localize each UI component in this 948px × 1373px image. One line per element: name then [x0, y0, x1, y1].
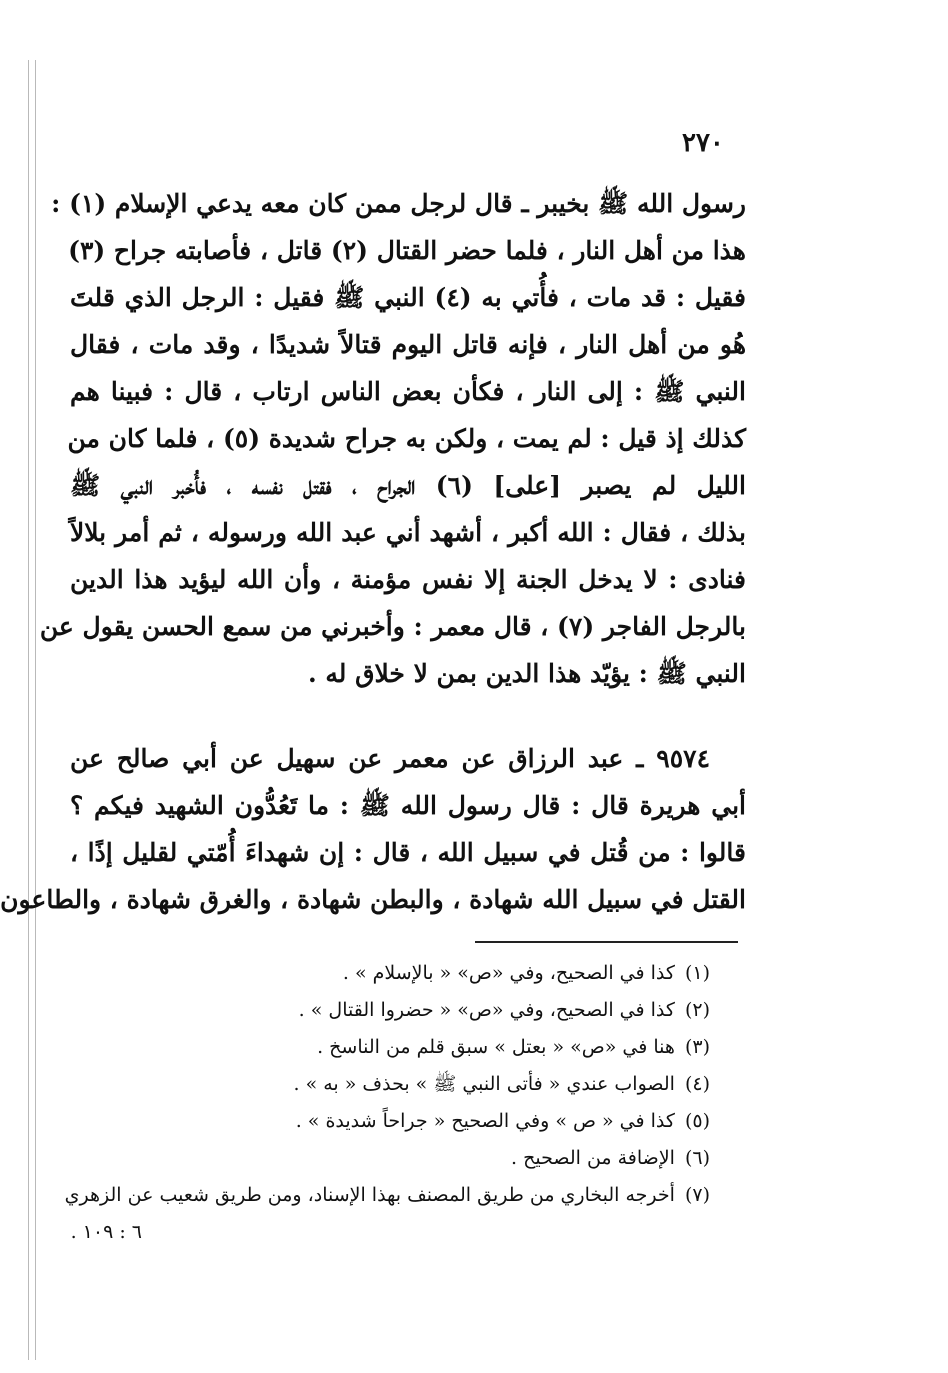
- footnote-text: الصواب عندي « فأتى النبي ﷺ » بحذف « به » .: [293, 1073, 675, 1095]
- text-line: الليل لم يصبر [على] (٦) الجراح ، فقتل نفسه ، فأُخبر النبي ﷺ: [70, 471, 746, 500]
- text-line: بالرجل الفاجر (٧) ، قال معمر : وأخبرني من سمع الحسن يقول عن: [39, 612, 746, 641]
- footnote-text: هنا في «ص» « بعتل » سبق قلم من الناسخ .: [317, 1036, 675, 1058]
- hadith-line: القتل في سبيل الله شهادة ، والبطن شهادة ، والغرق شهادة ، والطاعون: [0, 885, 746, 914]
- footnote: [64, 1177, 710, 1214]
- hadith-line: قالوا : من قُتل في سبيل الله ، قال : إن شهداءَ أُمّتي لقليل إذًا ،: [70, 838, 746, 867]
- footnote: [70, 1140, 710, 1177]
- footnote-number: (٤): [684, 1073, 710, 1095]
- footnote-text: كذا في « ص » وفي الصحيح « جراحاً شديدة » .: [295, 1110, 675, 1132]
- footnote-number: (٦): [684, 1147, 710, 1169]
- main-text: [39, 180, 746, 697]
- footnotes: [64, 955, 710, 1251]
- footnote-text: الإضافة من الصحيح .: [511, 1147, 675, 1169]
- footnote-text: أخرجه البخاري من طريق المصنف بهذا الإسناد، ومن طريق شعيب عن الزهري: [64, 1184, 675, 1206]
- scan-edge-line: [35, 60, 36, 1360]
- hadith-entry: [0, 735, 746, 923]
- footnote-text: كذا في الصحيح، وفي «ص» « حضروا القتال » .: [298, 999, 675, 1021]
- footnote-number: (٥): [684, 1110, 710, 1132]
- footnote-text: كذا في الصحيح، وفي «ص» « بالإسلام » .: [342, 962, 675, 984]
- text-line: هذا من أهل النار ، فلما حضر القتال (٢) قاتل ، فأصابته جراح (٣): [68, 236, 746, 265]
- footnote: [70, 1103, 710, 1140]
- footnote-divider: [475, 941, 738, 943]
- footnote-continuation: ٦ : ١٠٩ .: [70, 1221, 142, 1243]
- text-line: فقيل : قد مات ، فأُتي به (٤) النبي ﷺ فقيل : الرجل الذي قلتَ: [70, 283, 746, 312]
- footnote-number: (٧): [684, 1184, 710, 1206]
- text-line: فنادى : لا يدخل الجنة إلا نفس مؤمنة ، وأن الله ليؤيد هذا الدين: [70, 565, 746, 594]
- text-line: هُو من أهل النار ، فإنه قاتل اليوم قتالاً شديدًا ، وقد مات ، فقال: [70, 330, 746, 359]
- text-line: كذلك إذ قيل : لم يمت ، ولكن به جراح شديدة (٥) ، فلما كان من: [67, 424, 746, 453]
- text-line: النبي ﷺ : يؤيّد هذا الدين بمن لا خلاق له .: [307, 659, 746, 688]
- text-line: رسول الله ﷺ بخيبر ـ قال لرجل ممن كان معه يدعي الإسلام (١) :: [51, 189, 746, 218]
- footnote: [70, 1029, 710, 1066]
- page-number: ٢٧٠: [682, 128, 724, 158]
- footnote-number: (١): [684, 962, 710, 984]
- footnote-number: (٣): [684, 1036, 710, 1058]
- footnote: [70, 992, 710, 1029]
- footnote: [70, 955, 710, 992]
- hadith-line: أبي هريرة قال : قال رسول الله ﷺ : ما تَعُدُّون الشهيد فيكم ؟: [70, 791, 746, 820]
- text-line: النبي ﷺ : إلى النار ، فكأن بعض الناس ارتاب ، قال : فبينا هم: [70, 377, 746, 406]
- hadith-line: ٩٥٧٤ ـ عبد الرزاق عن معمر عن سهيل عن أبي صالح عن: [70, 744, 710, 773]
- scan-edge-line: [28, 60, 29, 1360]
- text-line: بذلك ، فقال : الله أكبر ، أشهد أني عبد الله ورسوله ، ثم أمر بلالاً: [70, 518, 746, 547]
- footnote: [70, 1066, 710, 1103]
- footnote-number: (٢): [684, 999, 710, 1021]
